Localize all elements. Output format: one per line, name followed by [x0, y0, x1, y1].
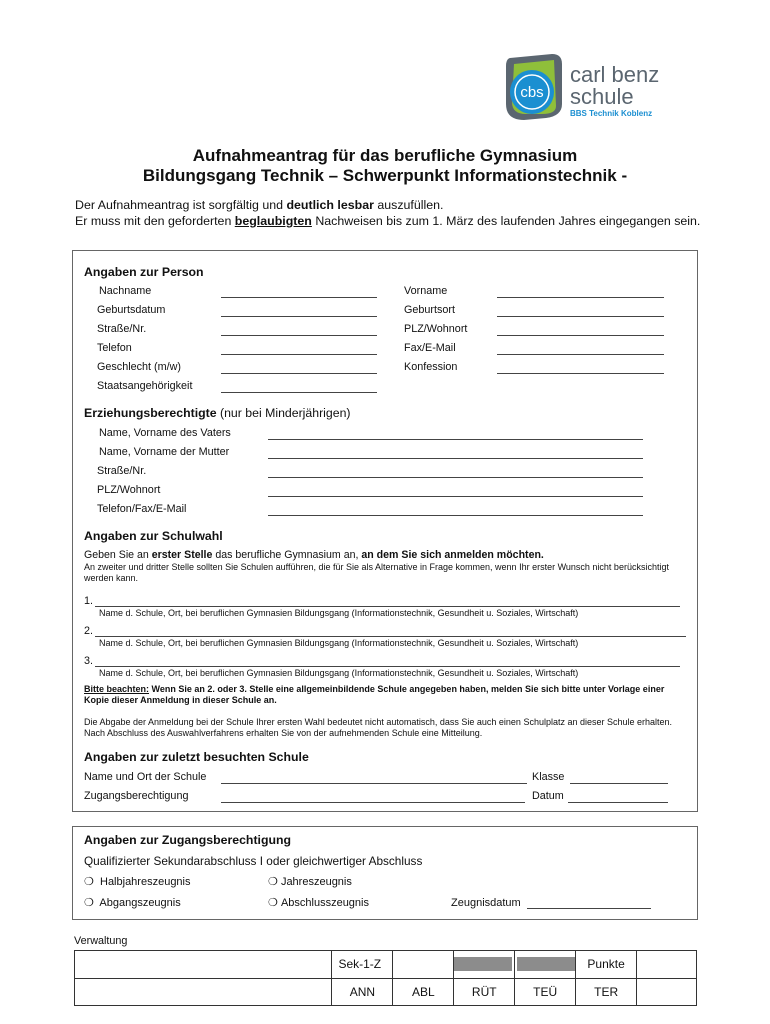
radio-icon: ❍: [268, 876, 278, 888]
choice-number: 1.: [84, 595, 94, 607]
person-heading: Angaben zur Person: [84, 265, 204, 279]
choice-caption: Name d. Schule, Ort, bei beruflichen Gymnasien Bildungsgang (Informationstechnik, Gesundheit u. Soziales, Wirtschaft): [99, 668, 579, 678]
intro-text: [75, 198, 705, 229]
person-label-left: Straße/Nr.: [97, 323, 147, 335]
admin-grey-cell: [454, 951, 515, 979]
admin-punkte: Punkte: [576, 951, 637, 979]
guardian-field[interactable]: [268, 496, 643, 497]
class-label: Klasse: [532, 771, 565, 783]
person-label-left: Staatsangehörigkeit: [97, 380, 193, 392]
admin-grey-cell: [515, 951, 576, 979]
title-line1: Aufnahmeantrag für das berufliche Gymnasium: [192, 146, 578, 165]
radio-final[interactable]: ❍ Abschlusszeugnis: [268, 897, 369, 909]
certificate-date-field[interactable]: [527, 908, 651, 909]
logo-subtitle: BBS Technik Koblenz: [570, 109, 653, 118]
admin-rut: RÜT: [454, 978, 515, 1006]
attention-note: Bitte beachten: Wenn Sie an 2. oder 3. Stelle eine allgemeinbildende Schule angegeben haben, melden Sie sich bitte unter Vorlage einer Kopie dieser Anmeldung in dieser Schule an.: [84, 684, 665, 705]
guardian-field[interactable]: [268, 439, 643, 440]
person-label-left: Geschlecht (m/w): [97, 361, 181, 373]
school-choice-heading: Angaben zur Schulwahl: [84, 529, 223, 543]
person-label-right: Vorname: [404, 285, 448, 297]
choice-caption: Name d. Schule, Ort, bei beruflichen Gymnasien Bildungsgang (Informationstechnik, Gesundheit u. Soziales, Wirtschaft): [99, 638, 579, 648]
radio-icon: ❍: [84, 876, 94, 888]
choice-number: 3.: [84, 655, 94, 667]
school-logo: [502, 52, 682, 122]
guardian-label: Telefon/Fax/E-Mail: [97, 503, 187, 515]
logo-line1: carl benz: [570, 62, 660, 87]
last-school-name-label: Name und Ort der Schule: [84, 771, 207, 783]
radio-annual[interactable]: ❍ Jahreszeugnis: [268, 876, 352, 888]
person-field-left[interactable]: [221, 354, 377, 355]
certificate-date-label: Zeugnisdatum: [451, 897, 521, 909]
person-field-left[interactable]: [221, 297, 377, 298]
guardian-label: Name, Vorname der Mutter: [99, 446, 230, 458]
intro-p2: Er muss mit den geforderten beglaubigten Nachweisen bis zum 1. März des laufenden Jahres eingegangen sein.: [75, 213, 701, 228]
guardian-label: Straße/Nr.: [97, 465, 147, 477]
person-field-right[interactable]: [497, 354, 664, 355]
admin-ter: TER: [576, 978, 637, 1006]
person-label-right: Geburtsort: [404, 304, 456, 316]
guardian-label: Name, Vorname des Vaters: [99, 427, 231, 439]
admin-teu: TEÜ: [515, 978, 576, 1006]
school-choice-instruction: Geben Sie an erster Stelle das berufliche Gymnasium an, an dem Sie sich anmelden möchten.: [84, 549, 544, 561]
admin-blank-cell: [637, 951, 697, 979]
logo-line2: schule: [570, 84, 634, 109]
radio-half-year[interactable]: ❍ Halbjahreszeugnis: [84, 876, 191, 888]
intro-p1: Der Aufnahmeantrag ist sorgfältig und deutlich lesbar auszufüllen.: [75, 198, 444, 212]
person-label-left: Telefon: [97, 342, 132, 354]
person-label-right: Fax/E-Mail: [404, 342, 456, 354]
guardian-field[interactable]: [268, 458, 643, 459]
person-field-right[interactable]: [497, 316, 664, 317]
person-field-right[interactable]: [497, 297, 664, 298]
date-field[interactable]: [568, 802, 668, 803]
admin-blank-cell: [393, 951, 454, 979]
person-field-left[interactable]: [221, 392, 377, 393]
admin-sek1z: Sek-1-Z: [332, 951, 393, 979]
person-label-right: PLZ/Wohnort: [404, 323, 468, 335]
person-field-left[interactable]: [221, 335, 377, 336]
placement-note: Die Abgabe der Anmeldung bei der Schule Ihrer ersten Wahl bedeutet nicht automatisch, dass Sie auch einen Schulplatz an dieser Schule erhalten. Nach Abschluss des Auswahlverfahrens erhalten Sie von der aufnehmenden Schule eine Mitteilung.: [84, 717, 673, 738]
guardian-field[interactable]: [268, 477, 643, 478]
choice-caption: Name d. Schule, Ort, bei beruflichen Gymnasien Bildungsgang (Informationstechnik, Gesundheit u. Soziales, Wirtschaft): [99, 608, 579, 618]
class-field[interactable]: [570, 783, 668, 784]
radio-icon: ❍: [84, 897, 94, 909]
admin-table: [74, 950, 697, 1006]
last-school-heading: Angaben zur zuletzt besuchten Schule: [84, 750, 309, 764]
logo-badge-text: cbs: [520, 84, 544, 101]
person-field-right[interactable]: [497, 373, 664, 374]
access-subheading: Qualifizierter Sekundarabschluss I oder gleichwertiger Abschluss: [84, 854, 423, 868]
person-label-left: Geburtsdatum: [97, 304, 166, 316]
logo-emblem: [502, 52, 566, 122]
person-field-left[interactable]: [221, 373, 377, 374]
guardian-field[interactable]: [268, 515, 643, 516]
guardians-heading: Erziehungsberechtigte (nur bei Minderjährigen): [84, 406, 351, 420]
admin-label: Verwaltung: [74, 935, 128, 947]
person-label-left: Nachname: [99, 285, 152, 297]
radio-leaving[interactable]: ❍ Abgangszeugnis: [84, 897, 181, 909]
guardian-label: PLZ/Wohnort: [97, 484, 161, 496]
access-heading: Angaben zur Zugangsberechtigung: [84, 833, 291, 847]
choice-school-field[interactable]: [95, 606, 680, 607]
person-field-right[interactable]: [497, 335, 664, 336]
access-qualification-label: Zugangsberechtigung: [84, 790, 189, 802]
choice-school-field[interactable]: [95, 666, 680, 667]
title-line2: Bildungsgang Technik – Schwerpunkt Informationstechnik -: [142, 166, 628, 185]
school-choice-alternative-note: An zweiter und dritter Stelle sollten Sie Schulen aufführen, die für Sie als Alternative in Frage kommen, wenn Ihr erster Wunsch nicht berücksichtigt werden kann.: [84, 562, 669, 583]
admin-blank-cell: [637, 978, 697, 1006]
access-qualification-field[interactable]: [221, 802, 525, 803]
choice-school-field[interactable]: [95, 636, 686, 637]
last-school-name-field[interactable]: [221, 783, 527, 784]
date-label: Datum: [532, 790, 564, 802]
choice-number: 2.: [84, 625, 94, 637]
admin-abl: ABL: [393, 978, 454, 1006]
admin-ann: ANN: [332, 978, 393, 1006]
admin-blank-cell: [75, 951, 332, 979]
radio-icon: ❍: [268, 897, 278, 909]
person-field-left[interactable]: [221, 316, 377, 317]
person-label-right: Konfession: [404, 361, 458, 373]
admin-blank-cell: [75, 978, 332, 1006]
